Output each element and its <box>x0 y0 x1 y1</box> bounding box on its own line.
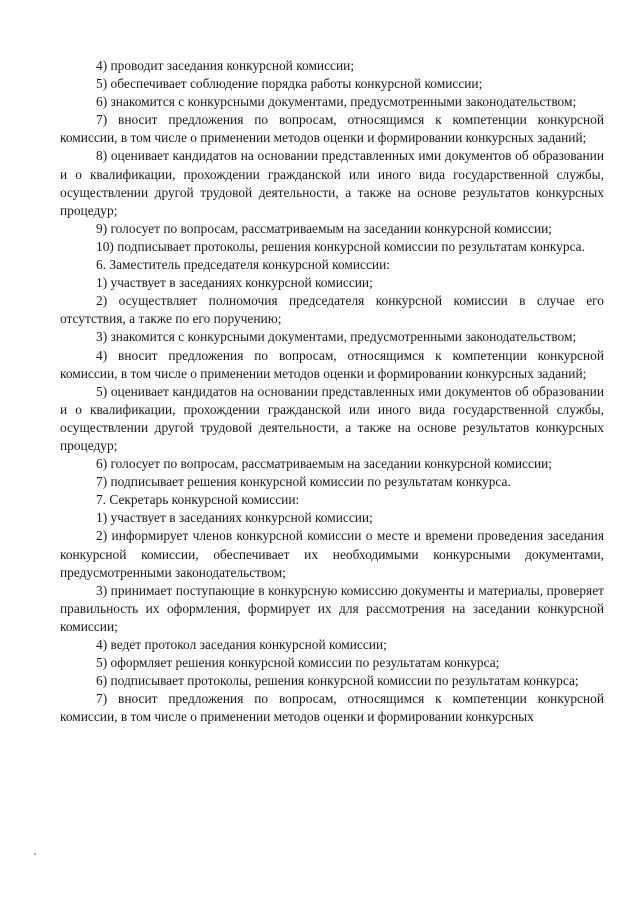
paragraph: 5) оценивает кандидатов на основании представленных ими документов об образовании и о квалификации, прохождении гражданской или иного вида государственной службы, осуществлении другой трудовой деятельности, а также на основе результатов конкурсных процедур; <box>60 383 604 453</box>
paragraph: 4) ведет протокол заседания конкурсной комиссии; <box>96 637 387 652</box>
paragraph: 6) знакомится с конкурсными документами, предусмотренными законодательством; <box>96 94 577 110</box>
section-heading: 6. Заместитель председателя конкурсной комиссии: <box>96 257 390 273</box>
paragraph: 7) вносит предложения по вопросам, относящимся к компетенции конкурсной комиссии, в том числе о применении методов оценки и формировании конкурсных <box>60 691 604 725</box>
paragraph: 6) подписывает протоколы, решения конкурсной комиссии по результатам конкурса; <box>96 673 579 689</box>
paragraph: 3) знакомится с конкурсными документами, предусмотренными законодательством; <box>96 329 577 345</box>
scan-speck <box>34 853 36 855</box>
paragraph: 8) оценивает кандидатов на основании представленных ими документов об образовании и о квалификации, прохождении гражданской или иного вида государственной службы, осуществлении другой трудовой деятельности, а также на основе результатов конкурсных процедур; <box>60 148 604 218</box>
paragraph: 2) осуществляет полномочия председателя конкурсной комиссии в случае его отсутствия, а также по его поручению; <box>60 293 604 327</box>
paragraph: 7) подписывает решения конкурсной комиссии по результатам конкурса. <box>96 474 511 490</box>
paragraph: 5) обеспечивает соблюдение порядка работы конкурсной комиссии; <box>96 76 483 92</box>
paragraph: 3) принимает поступающие в конкурсную комиссию документы и материалы, проверяет правильность их оформления, формирует их для рассмотрения на заседании конкурсной комиссии; <box>60 582 604 634</box>
paragraph: 10) подписывает протоколы, решения конкурсной комиссии по результатам конкурса. <box>96 238 585 254</box>
paragraph: 2) информирует членов конкурсной комиссии о месте и времени проведения заседания конкурсной комиссии, обеспечивает их необходимыми конкурсными документами, предусмотренными законодательством; <box>60 528 604 580</box>
paragraph: 4) вносит предложения по вопросам, относящимся к компетенции конкурсной комиссии, в том числе о применении методов оценки и формировании конкурсных заданий; <box>60 347 604 381</box>
paragraph: 9) голосует по вопросам, рассматриваемым на заседании конкурсной комиссии; <box>96 220 552 236</box>
section-heading: 7. Секретарь конкурсной комиссии: <box>96 492 300 508</box>
paragraph: 1) участвует в заседаниях конкурсной комиссии; <box>96 510 373 526</box>
paragraph: 7) вносит предложения по вопросам, относящимся к компетенции конкурсной комиссии, в том числе о применении методов оценки и формировании конкурсных заданий; <box>60 112 604 146</box>
paragraph: 1) участвует в заседаниях конкурсной комиссии; <box>96 275 373 291</box>
paragraph: 6) голосует по вопросам, рассматриваемым на заседании конкурсной комиссии; <box>96 456 552 472</box>
paragraph: 4) проводит заседания конкурсной комиссии; <box>96 58 355 73</box>
paragraph: 5) оформляет решения конкурсной комиссии по результатам конкурса; <box>96 655 500 671</box>
